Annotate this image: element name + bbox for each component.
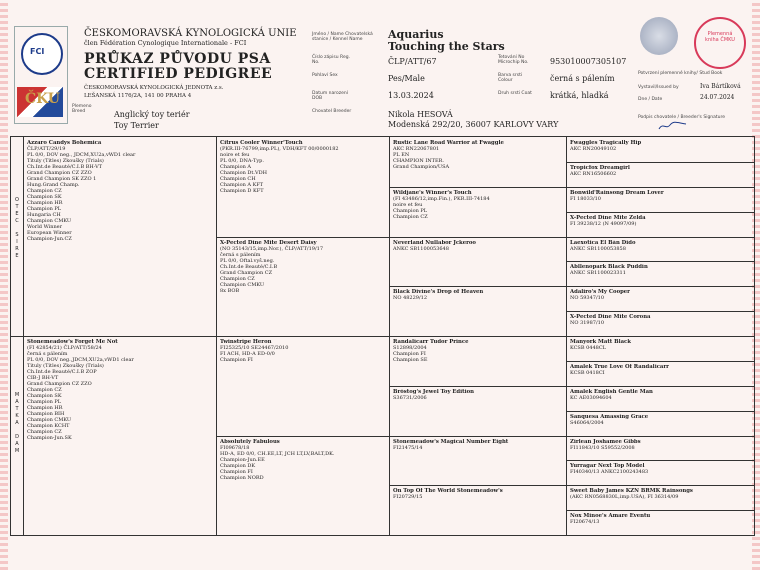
ancestor-detail: Champion PL: [27, 206, 62, 212]
ancestor-name: Wildjane's Winner's Touch: [393, 189, 472, 196]
org-membership: člen Fédération Cynologique Internationale - FCI: [84, 39, 247, 47]
ancestor-reg: FI20729/15: [393, 494, 423, 501]
ancestor-detail: Hung.Grand Champ.: [27, 182, 80, 188]
issuer-name: Iva Bártíková: [700, 83, 741, 90]
ancestor-detail: Champion HR: [27, 405, 63, 411]
ancestor-detail: Champion-Jun.SK: [27, 435, 72, 441]
ancestor-detail: PL 0/0, DNA-Typ.: [220, 158, 264, 164]
breeder-name: Nikola HESOVÁ: [388, 110, 453, 119]
color-value: černá s pálením: [550, 74, 615, 83]
ancestor-reg: FI20674/13: [570, 519, 600, 526]
fci-logo-text: FCI: [30, 47, 45, 56]
ancestor-reg: FI21475/14: [393, 444, 423, 451]
breed-label: Plemeno Breed: [72, 104, 92, 114]
ancestor-detail: Champion HR: [27, 200, 63, 206]
ancestor-name: X-Pected Dine Mite Zelda: [570, 214, 646, 221]
sire-side-label: O T E C S I R E: [15, 197, 19, 259]
ancestor-detail: PL 0/0, DOV neg., JDCM,XU2a,vWD1 clear: [27, 152, 136, 158]
breed-czech: Anglický toy teriér: [114, 110, 190, 119]
signature-icon: [658, 121, 688, 131]
ancestor-name: Stonemeadow's Forget Me Not: [27, 339, 118, 345]
ancestor-cell-g4: [570, 414, 751, 434]
ancestor-detail: Champion CMKU: [27, 417, 72, 423]
ancestor-reg: NO 31987/10: [570, 320, 605, 327]
ancestor-cell-g4: [570, 488, 751, 508]
ancestor-cell-g4: [570, 190, 751, 210]
ancestor-cell-g3: [393, 289, 563, 334]
grid-line: [566, 336, 754, 337]
grid-line: [566, 261, 754, 262]
ancestor-name: Amalek True Love Of Randalicarr: [570, 363, 669, 370]
ancestor-detail: Champion CZ: [27, 188, 62, 194]
dob-label: Datum narození DOB: [312, 91, 348, 101]
ancestor-detail: 8x BOB: [220, 287, 240, 294]
ancestor-reg: (NO 35143/15,imp.Nor.), ČLP/ATT/19/17: [220, 245, 324, 252]
ancestor-name: Rustic Lane Road Warrior at Fwaggle: [393, 140, 504, 146]
ancestor-detail: CIB-J BH-VT: [27, 375, 59, 381]
ancestor-detail: noire et feu: [393, 201, 423, 208]
ancestor-detail: Champion CZ: [27, 429, 62, 435]
ancestor-cell-g3: [393, 140, 563, 185]
cku-logo-text: ČKU: [25, 91, 61, 107]
dog-name-line2: Touching the Stars: [388, 40, 505, 53]
ancestor-detail: PL EN: [393, 152, 410, 158]
ancestor-detail: Champion A: [220, 164, 251, 170]
ancestor-detail: Ch.Int.de Beauté/C.I.B BH-VT: [27, 164, 103, 170]
ancestor-cell-g3: [393, 389, 563, 434]
ancestor-reg: ANKC SB1100023311: [570, 270, 626, 277]
ancestor-cell-g3: [393, 439, 563, 484]
dog-name-line1: Aquarius: [388, 28, 444, 41]
ancestor-name: Twinstripe Heron: [220, 339, 272, 345]
ancestor-reg: AKC RN20049102: [570, 146, 617, 152]
ancestor-name: Amalek English Gentle Man: [570, 388, 653, 395]
ancestor-detail: Champion BIH: [27, 411, 65, 417]
breed-english: Toy Terrier: [114, 121, 159, 130]
ancestor-detail: Champion FI: [220, 468, 253, 475]
ancestor-cell-g4: [570, 314, 751, 334]
ancestor-detail: Champion-Jun.CZ: [27, 236, 72, 242]
grid-line: [566, 237, 754, 238]
grid-line: [566, 361, 754, 362]
ancestor-cell-g2: [220, 439, 386, 534]
ancestor-cell-g4: [570, 389, 751, 409]
ancestor-reg: FI25325/10 SE24467/2010: [220, 345, 289, 351]
ancestor-name: Black Divine's Drop of Heaven: [393, 289, 484, 296]
reg-label: Číslo zápisu Reg. No.: [312, 55, 351, 65]
ancestor-detail: noire et feu: [220, 152, 250, 158]
ancestor-name: Manyork Matt Black: [570, 339, 631, 345]
ancestor-detail: Tituly (Titles) Zkoušky (Trials): [27, 158, 104, 164]
ancestor-cell-g4: [570, 165, 751, 185]
color-label: Barva srsti Colour: [498, 73, 523, 83]
ancestor-name: Zirlean Joshamee Gibbs: [570, 438, 641, 445]
ancestor-name: Fwaggles Tragically Hip: [570, 140, 642, 146]
coat-label: Druh srsti Coat: [498, 91, 532, 96]
ancestor-detail: Champion KCHT: [27, 423, 70, 429]
ancestor-name: Azzaro Candys Bohemica: [27, 140, 102, 146]
ancestor-detail: Champion CZ: [220, 275, 255, 282]
ancestor-reg: (AKC RN0568830L,imp.USA), FI 36314/09: [570, 494, 679, 501]
ancestor-reg: FI 39238/12 (N 49097/09): [570, 220, 637, 227]
dob-value: 13.03.2024: [388, 91, 434, 100]
ancestor-cell-g2: [220, 140, 386, 235]
stud-book-stamp: [694, 17, 746, 69]
ancestor-reg: FI09678/18: [220, 444, 250, 451]
ancestor-detail: Champion A KFT: [220, 182, 264, 188]
name-label: Jméno / Name Chovatelská stanice / Kennel Name: [312, 32, 373, 42]
ancestor-cell-g3: [393, 339, 563, 384]
ancestor-reg: FI 18033/10: [570, 195, 601, 202]
ancestor-reg: KCSB 0448CL: [570, 345, 606, 351]
ancestor-cell-g2: [220, 339, 386, 434]
reg-number: ČLP/ATT/67: [388, 57, 437, 66]
ancestor-detail: PL 0/0, DOV neg.,JDCM,XU2a,vWD1 clear: [27, 357, 134, 363]
ancestor-detail: Ch.Int.de Beauté/C.I.B: [220, 263, 278, 270]
hologram-seal-icon: [640, 17, 678, 55]
grid-line: [566, 311, 754, 312]
ancestor-reg: S46064/2004: [570, 419, 604, 426]
title-english: CERTIFIED PEDIGREE: [84, 66, 273, 82]
ancestor-detail: Champion CZ: [393, 213, 428, 220]
ancestor-detail: European Winner: [27, 230, 72, 236]
issued-by-label: Vystavil/Issued by: [638, 85, 679, 90]
union-name: ČESKOMORAVSKÁ KYNOLOGICKÁ JEDNOTA z.s.: [84, 85, 224, 91]
signature-label: Podpis chovatele / Breeder's Signature: [638, 115, 726, 120]
ancestor-name: Nox Minoe's Amare Eventu: [570, 513, 651, 520]
ancestor-name: Yurragar Next Top Model: [570, 463, 645, 470]
ancestor-reg: ANKC SB1100053648: [393, 245, 449, 252]
ancestor-detail: World Winner: [27, 224, 63, 230]
ancestor-reg: AKC RN16506602: [570, 170, 617, 177]
ancestor-cell-g4: [570, 215, 751, 235]
grid-line: [566, 510, 754, 511]
grid-line: [566, 485, 754, 486]
ancestor-detail: PL 0/0, Oftal.vyš.neg.: [220, 257, 275, 264]
ancestor-cell-g4: [570, 364, 751, 384]
ancestor-detail: Champion DK: [220, 462, 256, 469]
ancestor-name: Sanquesa Amassing Grace: [570, 413, 649, 420]
sex-value: Pes/Male: [388, 74, 425, 83]
ancestor-detail: Champion SE: [393, 357, 428, 363]
ancestor-reg: KCSB 0418CI: [570, 369, 605, 376]
ancestor-cell-g1: [27, 339, 213, 533]
ancestor-detail: Champion Dt.VDH: [220, 170, 267, 176]
ancestor-detail: Grand Champion CZ ZZO: [27, 381, 92, 387]
ancestor-detail: Grand Champion CZ ZZO: [27, 170, 92, 176]
ancestor-name: Neverland Nullabor Jckeroo: [393, 239, 476, 246]
cku-fci-logo: [14, 26, 68, 124]
ancestor-detail: Champion SK: [27, 393, 62, 399]
ancestor-reg: S12898/2004: [393, 345, 427, 351]
ancestor-cell-g4: [570, 439, 751, 459]
ancestor-reg: (FI 42854/21) ČLP/ATT/58/24: [27, 345, 102, 351]
ancestor-reg: FI40340/13 ANKC2100243483: [570, 469, 649, 476]
ancestor-name: Sweet Baby James KZN BRMK Rainsongs: [570, 488, 693, 495]
coat-value: krátká, hladká: [550, 91, 609, 100]
date-label: Dne / Date: [638, 97, 663, 102]
breeder-address: Modenská 292/20, 36007 KARLOVY VARY: [388, 120, 559, 129]
left-perforation: [0, 0, 8, 570]
chip-label: Tetování No Microchip No.: [498, 55, 529, 65]
ancestor-detail: Ch.Int.de Beauté/C.I.B ZOP: [27, 369, 97, 375]
ancestor-cell-g4: [570, 140, 751, 160]
grid-line: [566, 212, 754, 213]
pedigree-table: [10, 136, 755, 536]
breeder-label: Chovatel Breeder: [312, 109, 352, 114]
grid-line: [566, 162, 754, 163]
ancestor-detail: Hungaria CH: [27, 212, 61, 218]
ancestor-cell-g3: [393, 488, 563, 533]
chip-number: 953010007305107: [550, 57, 627, 66]
stamp-text: Plemenná kniha ČMKU: [705, 31, 735, 43]
ancestor-cell-g3: [393, 240, 563, 285]
ancestor-detail: Grand Champion CZ: [220, 269, 273, 276]
ancestor-name: Bröstog's Jewel Toy Edition: [393, 388, 474, 395]
issue-date: 24.07.2024: [700, 94, 735, 101]
title-czech: PRŮKAZ PŮVODU PSA: [84, 51, 271, 67]
ancestor-cell-g3: [393, 190, 563, 235]
grid-line: [566, 386, 754, 387]
ancestor-name: Bonwild'Rainsong Dream Lover: [570, 189, 664, 196]
ancestor-name: Adaliro's My Cooper: [570, 289, 630, 296]
grid-line: [566, 187, 754, 188]
grid-line: [566, 460, 754, 461]
org-name: ČESKOMORAVSKÁ KYNOLOGICKÁ UNIE: [84, 28, 297, 39]
ancestor-detail: Champion FI: [393, 351, 426, 357]
ancestor-cell-g1: [27, 140, 213, 334]
dam-side-label: M A T K A D A M: [14, 392, 20, 454]
ancestor-name: Laexotica El Bán Dido: [570, 239, 636, 246]
ancestor-detail: HD-A, ED 0/0, CH.EE,LT, JCH LT,LV,BALT,DK.: [220, 450, 335, 457]
ancestor-reg: ANKC SB1100053858: [570, 245, 626, 252]
ancestor-name: Abllenopark Black Puddin: [570, 264, 648, 271]
grid-line: [566, 436, 754, 437]
ancestor-detail: Champion CZ: [27, 387, 62, 393]
ancestor-name: On Top Of The World Stonemeadow's: [393, 488, 503, 495]
ancestor-detail: Tituly (Titles) Zkoušky (Trials): [27, 363, 104, 369]
ancestor-cell-g4: [570, 513, 751, 533]
ancestor-detail: černá s pálením: [27, 351, 68, 357]
ancestor-name: X-Pected Dine Mite Desert Daisy: [220, 239, 317, 246]
ancestor-detail: Grand Champion SK ZZO 1: [27, 176, 97, 182]
ancestor-cell-g2: [220, 240, 386, 335]
grid-line: [11, 336, 23, 337]
ancestor-reg: FI11843/10 S59552/2008: [570, 444, 635, 451]
ancestor-reg: NO 59347/10: [570, 295, 605, 302]
sex-label: Pohlaví Sex: [312, 73, 338, 78]
ancestor-reg: ČLP/ATT/29/19: [27, 146, 66, 152]
ancestor-detail: Grand Champion/USA: [393, 164, 450, 170]
ancestor-reg: KC AE03094604: [570, 394, 612, 401]
ancestor-reg: AKC RN22067801: [393, 146, 440, 152]
ancestor-detail: Champion FI: [220, 357, 253, 363]
ancestor-detail: Champion SK: [27, 194, 62, 200]
ancestor-reg: (PKR.III-76799,imp.PL), VDH/KFT 00/0000182: [220, 146, 339, 152]
ancestor-reg: NO 48229/12: [393, 295, 428, 302]
ancestor-cell-g4: [570, 264, 751, 284]
ancestor-reg: S36731/2006: [393, 394, 427, 401]
grid-line: [566, 286, 754, 287]
ancestor-cell-g4: [570, 240, 751, 260]
ancestor-detail: FI ACH, HD-A ED-0/0: [220, 351, 275, 357]
union-address: LEŠANSKÁ 1176/2A, 141 00 PRAHA 4: [84, 93, 192, 99]
ancestor-detail: Champion PL: [393, 207, 428, 214]
ancestor-detail: černá s pálením: [220, 251, 261, 258]
ancestor-reg: (FI 43486/12,imp.Fin.), PKR.III-74184: [393, 195, 490, 202]
ancestor-name: Randalicarr Tudor Prince: [393, 339, 469, 345]
ancestor-detail: CHAMPION INTER.: [393, 158, 445, 164]
ancestor-cell-g4: [570, 463, 751, 483]
ancestor-cell-g4: [570, 339, 751, 359]
ancestor-name: Tropicfox Dreamgirl: [570, 164, 630, 171]
ancestor-name: Citrus Cooler Winner'Touch: [220, 140, 303, 146]
ancestor-detail: Champion CMKU: [27, 218, 72, 224]
ancestor-detail: Champion D KFT: [220, 188, 264, 194]
ancestor-name: Absolutely Fabulous: [220, 438, 280, 445]
ancestor-cell-g4: [570, 289, 751, 309]
ancestor-name: X-Pected Dine Mite Corona: [570, 314, 651, 321]
ancestor-detail: Champion CMKU: [220, 281, 265, 288]
grid-line: [566, 411, 754, 412]
ancestor-detail: Champion CH: [220, 176, 256, 182]
ancestor-name: Stonemeadow's Magical Number Eight: [393, 438, 509, 445]
issuer-label: Potvrzení plemenné knihy/ Stud Book: [638, 71, 723, 76]
ancestor-detail: Champion PL: [27, 399, 62, 405]
ancestor-detail: Champion NORD: [220, 474, 264, 481]
ancestor-detail: Champion-Jun.EE: [220, 456, 265, 463]
